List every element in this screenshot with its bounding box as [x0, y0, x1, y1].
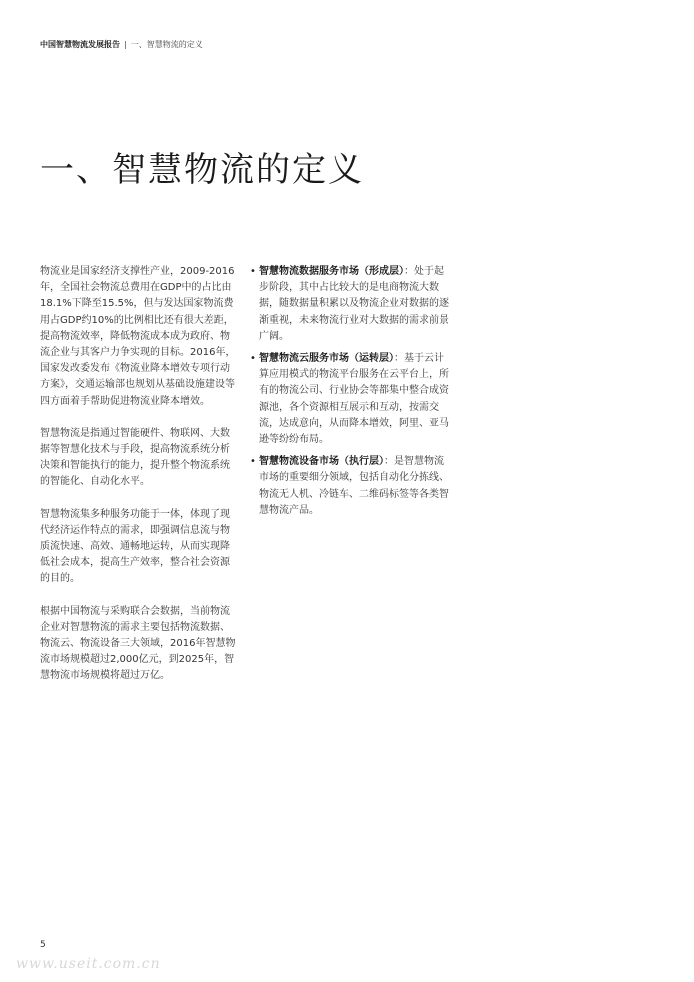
right-column: [250, 264, 450, 525]
list-item-cloud-service-market: [250, 351, 450, 448]
page-title: 一、智慧物流的定义: [40, 150, 364, 190]
list-item-data-service-market: [250, 264, 450, 345]
list-item-text: ：基于云计算应用模式的物流平台服务在云平台上，所有的物流公司、行业协会等都集中整合成资源池，各个资源相互展示和互动，按需交流，达成意向，从而降本增效，阿里、亚马逊等纷纷布局。: [259, 353, 449, 446]
running-header: [40, 40, 203, 50]
market-segment-list: [250, 264, 450, 519]
list-item-text: ：处于起步阶段，其中占比较大的是电商物流大数据，随数据量积累以及物流企业对数据的逐渐重视，未来物流行业对大数据的需求前景广阔。: [259, 266, 449, 342]
paragraph-service-functions: 智慧物流集多种服务功能于一体，体现了现代经济运作特点的需求，即强调信息流与物质流快速、高效、通畅地运转，从而实现降低社会成本，提高生产效率，整合社会资源的目的。: [40, 508, 230, 585]
bullet-icon: •: [250, 266, 256, 277]
left-column: [40, 264, 238, 701]
page-number: 5: [40, 940, 46, 950]
watermark: www.useit.com.cn: [16, 956, 161, 972]
list-item-term: 智慧物流设备市场（执行层）: [259, 456, 384, 468]
paragraph-industry-background: 物流业是国家经济支撑性产业，2009-2016年，全国社会物流总费用在GDP中的占比由18.1%下降至15.5%，但与发达国家物流费用占GDP约10%的比例相比还有很大差距，提高物流效率，降低物流成本成为政府、物流企业与其客户力争实现的目标。2016年，国家发改委发布《物流业降本增效专项行动方案》，交通运输部也规划从基础设施建设等四方面着手帮助促进物流业降本增效。: [40, 266, 236, 407]
header-separator: |: [124, 40, 127, 49]
bullet-icon: •: [250, 456, 256, 468]
list-item-text: ：是智慧物流市场的重要细分领域，包括自动化分拣线、物流无人机、冷链车、二维码标签等各类智慧物流产品。: [259, 456, 449, 516]
list-item-term: 智慧物流数据服务市场（形成层）: [259, 266, 404, 277]
report-name: 中国智慧物流发展报告: [40, 40, 120, 49]
bullet-icon: •: [250, 353, 256, 365]
list-item-term: 智慧物流云服务市场（运转层）: [259, 353, 394, 365]
header-section-name: 一、智慧物流的定义: [130, 40, 203, 49]
paragraph-definition: 智慧物流是指通过智能硬件、物联网、大数据等智慧化技术与手段，提高物流系统分析决策和智能执行的能力，提升整个物流系统的智能化、自动化水平。: [40, 427, 230, 488]
list-item-equipment-market: [250, 454, 450, 519]
paragraph-market-size: 根据中国物流与采购联合会数据，当前物流企业对智慧物流的需求主要包括物流数据、物流云、物流设备三大领域，2016年智慧物流市场规模超过2,000亿元，到2025年，智慧物流市场规模将超过万亿。: [40, 605, 236, 682]
